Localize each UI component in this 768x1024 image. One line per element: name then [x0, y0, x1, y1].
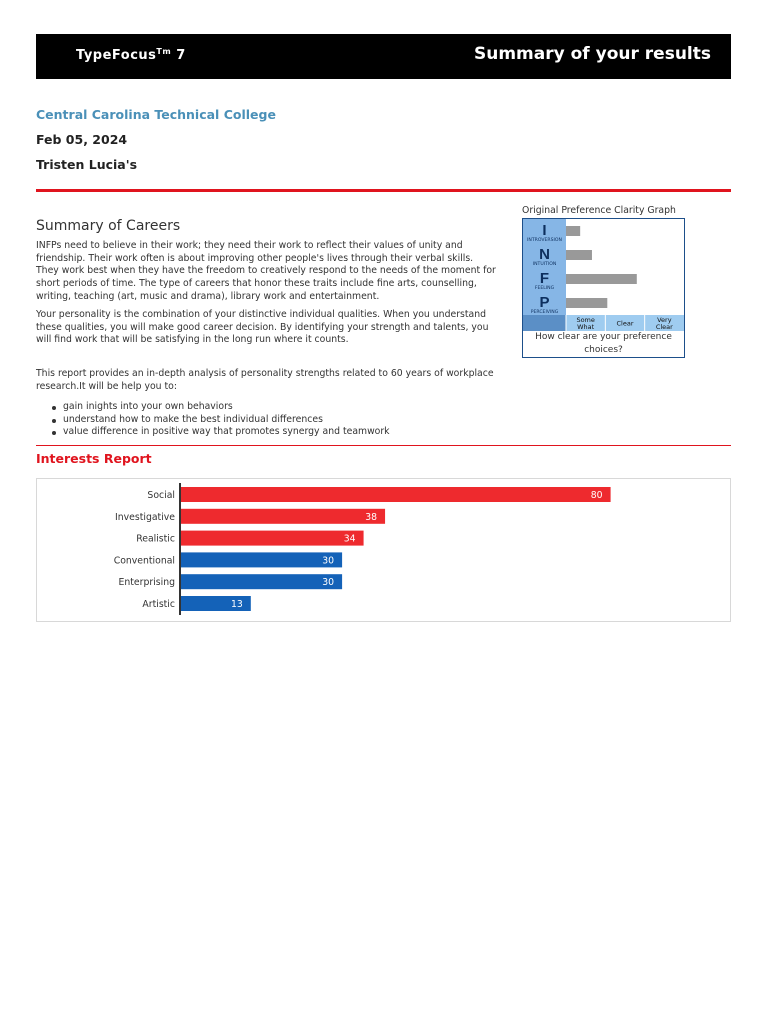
category-label: Social — [147, 490, 175, 501]
clarity-axis-label: Very — [657, 316, 672, 324]
clarity-question: How clear are your preference choices? — [535, 332, 672, 355]
brand-trademark: Tm — [156, 47, 172, 56]
careers-paragraph-2: Your personality is the combination of your distinctive individual qualities. When you understand these qualities, you will make good career decision. By identifying your strength and talents, you will find work that will be satisfying in the long run where it counts. — [36, 309, 489, 346]
clarity-axis — [523, 315, 684, 331]
clarity-axis-label: Clear — [616, 319, 634, 328]
interests-chart — [36, 478, 731, 622]
category-label: Realistic — [136, 533, 175, 545]
clarity-bar — [566, 250, 592, 260]
category-label: Artistic — [142, 599, 175, 610]
bar-social — [181, 487, 611, 502]
careers-paragraph-1: INFPs need to believe in their work; they need their work to reflect their values of unity and friendship. Their work often is about improving other people's lives through their verbal skills. They work best when they have the freedom to creatively respond to the needs of the moment for short periods of time. The type of careers that honor these traits include fine arts, counselling, writing, teaching (art, music and drama), library work and entertainment. — [36, 240, 496, 302]
brand-logo — [76, 47, 186, 63]
clarity-bar — [566, 226, 580, 236]
brand-version: 7 — [171, 48, 186, 63]
bar-investigative — [181, 509, 385, 524]
header-divider — [36, 189, 731, 192]
clarity-axis-label: Some — [576, 316, 595, 324]
person-name: Tristen Lucia's — [36, 157, 138, 172]
bar-value-label: 30 — [322, 577, 335, 589]
clarity-bar — [566, 274, 637, 284]
clarity-axis-label: What — [577, 323, 595, 331]
clarity-graph — [522, 218, 685, 358]
interests-chart-plot — [37, 479, 730, 621]
list-item: understand how to make the best individual differences — [50, 414, 390, 427]
clarity-letter: I — [542, 222, 547, 239]
category-label: Enterprising — [118, 577, 175, 589]
bar-enterprising — [181, 574, 342, 589]
clarity-bar — [566, 298, 607, 308]
bar-value-label: 34 — [343, 533, 356, 545]
bar-value-label: 38 — [365, 511, 378, 523]
bar-value-label: 30 — [322, 555, 335, 567]
category-label: Conventional — [113, 555, 175, 567]
clarity-letter: F — [539, 270, 550, 287]
category-label: Investigative — [115, 511, 175, 523]
clarity-axis-corner — [523, 315, 566, 331]
clarity-graph-caption: Original Preference Clarity Graph — [522, 205, 676, 216]
benefits-list — [50, 401, 390, 439]
bar-realistic — [181, 531, 364, 546]
bar-conventional — [181, 552, 342, 567]
careers-section-title: Summary of Careers — [36, 218, 181, 234]
page-title: Summary of your results — [474, 44, 711, 64]
clarity-word: INTROVERSION — [527, 238, 562, 243]
section-divider — [36, 445, 731, 446]
brand-name: TypeFocus — [76, 48, 157, 63]
report-intro-paragraph: This report provides an in-depth analysis of personality strengths related to 60 years of workplace research.It will be help you to: — [36, 368, 494, 392]
clarity-graph-plot — [523, 219, 684, 315]
clarity-word: FEELING — [534, 286, 555, 291]
header-bar — [36, 34, 731, 79]
clarity-word: INTUITION — [532, 262, 557, 267]
interests-title: Interests Report — [36, 451, 152, 466]
clarity-letter: P — [539, 294, 550, 311]
bar-value-label: 80 — [590, 490, 603, 501]
clarity-letter: N — [539, 246, 550, 263]
college-name: Central Carolina Technical College — [36, 107, 276, 122]
report-date: Feb 05, 2024 — [36, 132, 128, 147]
clarity-axis-label: Clear — [655, 323, 673, 331]
list-item: value difference in positive way that promotes synergy and teamwork — [50, 426, 390, 439]
clarity-word: PERCEIVING — [530, 310, 559, 315]
list-item: gain inights into your own behaviors — [50, 401, 390, 414]
bar-value-label: 13 — [230, 599, 243, 610]
